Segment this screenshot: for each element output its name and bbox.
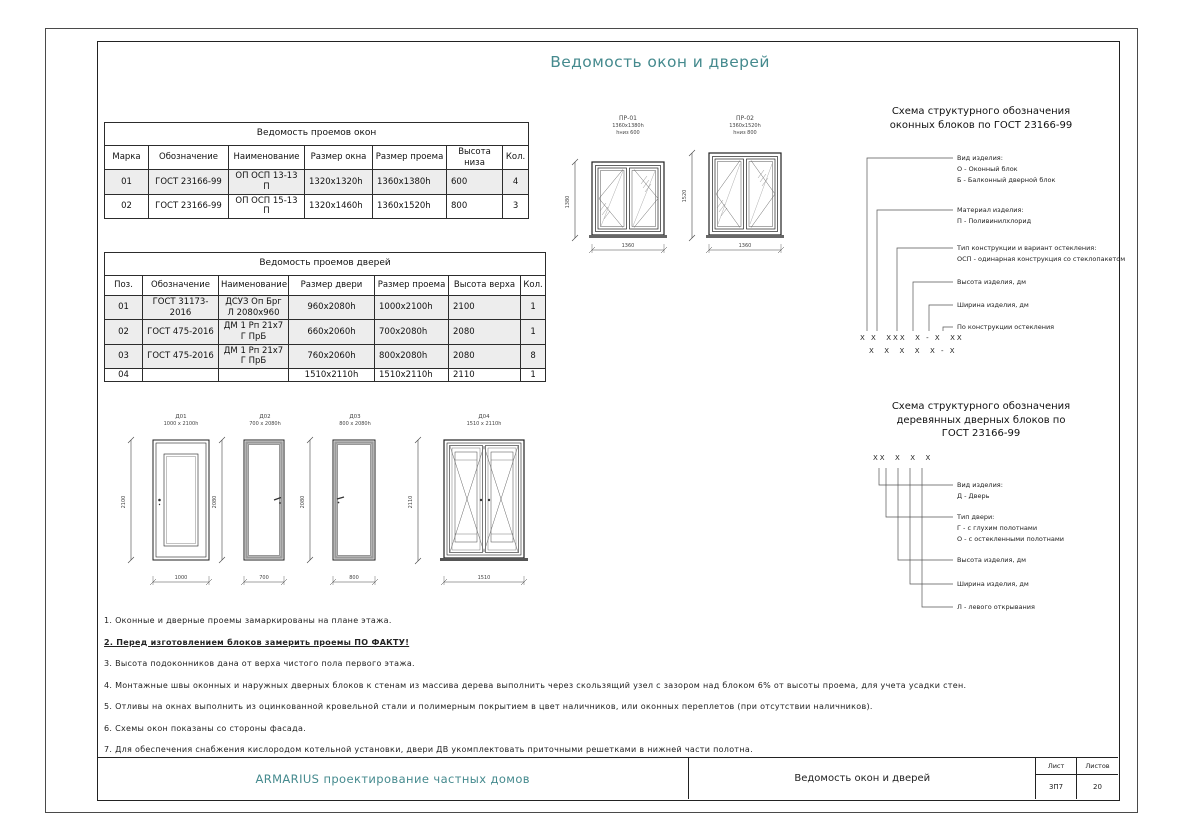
table-cell: 1 bbox=[521, 296, 546, 320]
dim-height-label: 1380 bbox=[565, 195, 571, 209]
table-cell: 2080 bbox=[449, 344, 521, 368]
table-cell: 8 bbox=[521, 344, 546, 368]
table-cell: 1360x1520h bbox=[373, 194, 447, 218]
figure-label: Д03 bbox=[349, 414, 361, 420]
table-cell: 4 bbox=[503, 170, 529, 194]
column-header: Высота верха bbox=[449, 276, 521, 296]
door-threshold bbox=[440, 558, 528, 561]
table-cell: ГОСТ 23166-99 bbox=[149, 170, 229, 194]
figure-label: ПР-02 bbox=[736, 115, 754, 122]
sheet-label: Лист bbox=[1036, 758, 1076, 775]
dimension-lines bbox=[572, 159, 667, 253]
figure-sill-height: hниз 800 bbox=[733, 130, 757, 136]
drawing-title: Ведомость окон и дверей bbox=[689, 758, 1036, 799]
doors-schedule-table bbox=[104, 252, 546, 382]
column-header: Размер проема bbox=[375, 276, 449, 296]
figure-sill-height: hниз 600 bbox=[616, 130, 640, 136]
table-cell: 2080 bbox=[449, 320, 521, 344]
table-row bbox=[105, 368, 546, 382]
table-cell: 2110 bbox=[449, 368, 521, 382]
schema-item: Вид изделия: Д - Дверь bbox=[957, 481, 1003, 500]
table-cell: 1 bbox=[521, 320, 546, 344]
table-cell: 01 bbox=[105, 170, 149, 194]
notes-list bbox=[104, 615, 1094, 766]
table-cell: ДМ 1 Рп 21x7 Г ПрБ bbox=[219, 320, 289, 344]
table-cell: 660x2060h bbox=[289, 320, 375, 344]
table-cell: ГОСТ 31173-2016 bbox=[143, 296, 219, 320]
table-cell: 800 bbox=[447, 194, 503, 218]
figure-size: 1000 x 2100h bbox=[163, 421, 199, 427]
table-cell: 1 bbox=[521, 368, 546, 382]
table-cell: 03 bbox=[105, 344, 143, 368]
table-cell: 04 bbox=[105, 368, 143, 382]
table-cell: ГОСТ 475-2016 bbox=[143, 344, 219, 368]
column-header: Размер проема bbox=[373, 146, 447, 170]
note: 1. Оконные и дверные проемы замаркированы на плане этажа. bbox=[104, 616, 392, 625]
column-header: Размер окна bbox=[305, 146, 373, 170]
table-row bbox=[105, 320, 546, 344]
dim-height-label: 2110 bbox=[408, 495, 414, 509]
table-cell: 1510x2110h bbox=[289, 368, 375, 382]
door-figure-d04 bbox=[402, 410, 557, 605]
window-drawing bbox=[592, 162, 664, 235]
designation-code: Х Х Х Х Х - Х bbox=[869, 347, 957, 355]
schema-item: Материал изделия: П - Поливинилхлорид bbox=[957, 206, 1032, 225]
window-sill bbox=[706, 235, 784, 238]
table-cell: 1320x1460h bbox=[305, 194, 373, 218]
figure-size: 800 x 2080h bbox=[339, 421, 371, 427]
table-cell: 700x2080h bbox=[375, 320, 449, 344]
figure-size: 1510 x 2110h bbox=[466, 421, 502, 427]
schema-item: Тип конструкции и вариант остекления: ОСП - одинарная конструкция со стеклопакетом bbox=[957, 244, 1126, 263]
door-designation-schema bbox=[845, 400, 1117, 635]
table-cell: ДСУЗ Оп Брг Л 2080x960 bbox=[219, 296, 289, 320]
table-cell: 960x2080h bbox=[289, 296, 375, 320]
door-figure-d03 bbox=[297, 410, 412, 605]
figure-size: 1360x1380h bbox=[612, 123, 644, 129]
table-row bbox=[105, 170, 529, 194]
figure-label: ПР-01 bbox=[619, 115, 637, 122]
sheets-label: Листов bbox=[1077, 758, 1118, 775]
column-header: Поз. bbox=[105, 276, 143, 296]
table-cell: 2100 bbox=[449, 296, 521, 320]
page-title: Ведомость окон и дверей bbox=[550, 53, 770, 71]
column-header: Кол. bbox=[521, 276, 546, 296]
table-cell: 1320x1320h bbox=[305, 170, 373, 194]
schema-item: Высота изделия, дм bbox=[957, 556, 1026, 564]
door-drawing bbox=[333, 440, 375, 560]
figure-label: Д01 bbox=[175, 414, 187, 420]
table-cell: ДМ 1 Рп 21x7 Г ПрБ bbox=[219, 344, 289, 368]
schema-item: Ширина изделия, дм bbox=[957, 580, 1029, 588]
designation-code: ХХ Х Х Х bbox=[873, 454, 933, 462]
note: 7. Для обеспечения снабжения кислородом котельной установки, двери ДВ укомплектовать приточными решетками в нижней части полотна. bbox=[104, 745, 753, 754]
dim-height-label: 1520 bbox=[682, 189, 688, 203]
window-designation-schema bbox=[845, 105, 1126, 370]
note: 6. Схемы окон показаны со стороны фасада. bbox=[104, 723, 306, 733]
column-header: Обозначение bbox=[143, 276, 219, 296]
schema-item: По конструкции остекления bbox=[957, 323, 1055, 331]
windows-schedule-table bbox=[104, 122, 529, 219]
table-cell: ОП ОСП 15-13 П bbox=[229, 194, 305, 218]
dim-height-label: 2080 bbox=[300, 495, 306, 509]
column-header: Марка bbox=[105, 146, 149, 170]
table-cell: 3 bbox=[503, 194, 529, 218]
window-figure-pr01 bbox=[555, 112, 690, 262]
note: 3. Высота подоконников дана от верха чистого пола первого этажа. bbox=[104, 659, 415, 668]
figure-label: Д02 bbox=[259, 414, 271, 420]
figure-label: Д04 bbox=[478, 414, 490, 420]
dim-width-label: 1360 bbox=[738, 243, 752, 249]
door-drawing bbox=[153, 440, 209, 560]
designation-code: Х Х ХХХ Х - Х ХХ bbox=[860, 334, 964, 342]
schema-item: Ширина изделия, дм bbox=[957, 301, 1029, 309]
table-cell: ГОСТ 23166-99 bbox=[149, 194, 229, 218]
schema-item: Высота изделия, дм bbox=[957, 278, 1026, 286]
dim-height-label: 2100 bbox=[121, 495, 127, 509]
dim-width-label: 1360 bbox=[621, 243, 635, 249]
column-header: Наименование bbox=[229, 146, 305, 170]
sheet-number-cell bbox=[1036, 758, 1077, 799]
table-cell: 02 bbox=[105, 194, 149, 218]
schema-title: Схема структурного обозначения оконных блоков по ГОСТ 23166-99 bbox=[889, 106, 1073, 131]
window-figure-pr02 bbox=[672, 112, 807, 262]
table-cell: 760x2060h bbox=[289, 344, 375, 368]
table-cell: ГОСТ 475-2016 bbox=[143, 320, 219, 344]
title-block bbox=[97, 757, 1118, 799]
table-cell: 800x2080h bbox=[375, 344, 449, 368]
table-cell: 1360x1380h bbox=[373, 170, 447, 194]
dimension-lines bbox=[128, 437, 212, 585]
column-header: Обозначение bbox=[149, 146, 229, 170]
table-cell: ОП ОСП 13-13 П bbox=[229, 170, 305, 194]
dim-width-label: 700 bbox=[259, 575, 269, 581]
window-sill bbox=[589, 235, 667, 238]
column-header: Размер двери bbox=[289, 276, 375, 296]
table-cell bbox=[219, 368, 289, 382]
dimension-lines bbox=[307, 437, 378, 585]
schema-item: Л - левого открывания bbox=[957, 603, 1035, 611]
table-cell: 01 bbox=[105, 296, 143, 320]
table-cell bbox=[143, 368, 219, 382]
schema-title: Схема структурного обозначения деревянных дверных блоков по ГОСТ 23166-99 bbox=[891, 401, 1071, 439]
company-name: ARMARIUS проектирование частных домов bbox=[97, 758, 689, 799]
dim-width-label: 1510 bbox=[477, 575, 491, 581]
door-drawing bbox=[444, 440, 524, 558]
table-cell: 1510x2110h bbox=[375, 368, 449, 382]
sheets-value: 20 bbox=[1093, 783, 1102, 791]
note: 4. Монтажные швы оконных и наружных дверных блоков к стенам из массива дерева выполнить через скользящий узел с зазором над блоком 6% от высоты проема, для учета усадки стен. bbox=[104, 680, 967, 690]
note: 5. Отливы на окнах выполнить из оцинкованной кровельной стали и полимерным покрытием в цвет наличников, или оконных переплетов (при отсутствии наличников). bbox=[104, 702, 873, 711]
dim-height-label: 2080 bbox=[212, 495, 218, 509]
schema-item: Вид изделия: О - Оконный блок Б - Балконный дверной блок bbox=[957, 154, 1056, 184]
table-cell: 600 bbox=[447, 170, 503, 194]
schema-item: Тип двери: Г - с глухим полотнами О - с остекленными полотнами bbox=[957, 513, 1064, 543]
dim-width-label: 1000 bbox=[174, 575, 188, 581]
dimension-lines bbox=[219, 437, 287, 585]
figure-size: 700 x 2080h bbox=[249, 421, 281, 427]
sheet-value: 3П7 bbox=[1048, 783, 1064, 791]
window-drawing bbox=[709, 153, 781, 235]
table-row bbox=[105, 344, 546, 368]
figure-size: 1360x1520h bbox=[729, 123, 761, 129]
table-cell: 02 bbox=[105, 320, 143, 344]
dim-width-label: 800 bbox=[349, 575, 359, 581]
column-header: Кол. bbox=[503, 146, 529, 170]
column-header: Наименование bbox=[219, 276, 289, 296]
note: 2. Перед изготовлением блоков замерить проемы ПО ФАКТУ! bbox=[104, 637, 410, 647]
column-header: Высота низа bbox=[447, 146, 503, 170]
table-title: Ведомость проемов дверей bbox=[105, 253, 546, 276]
table-cell: 1000x2100h bbox=[375, 296, 449, 320]
sheets-total-cell bbox=[1077, 758, 1118, 799]
door-drawing bbox=[244, 440, 284, 560]
table-title: Ведомость проемов окон bbox=[105, 123, 529, 146]
table-row bbox=[105, 296, 546, 320]
table-row bbox=[105, 194, 529, 218]
